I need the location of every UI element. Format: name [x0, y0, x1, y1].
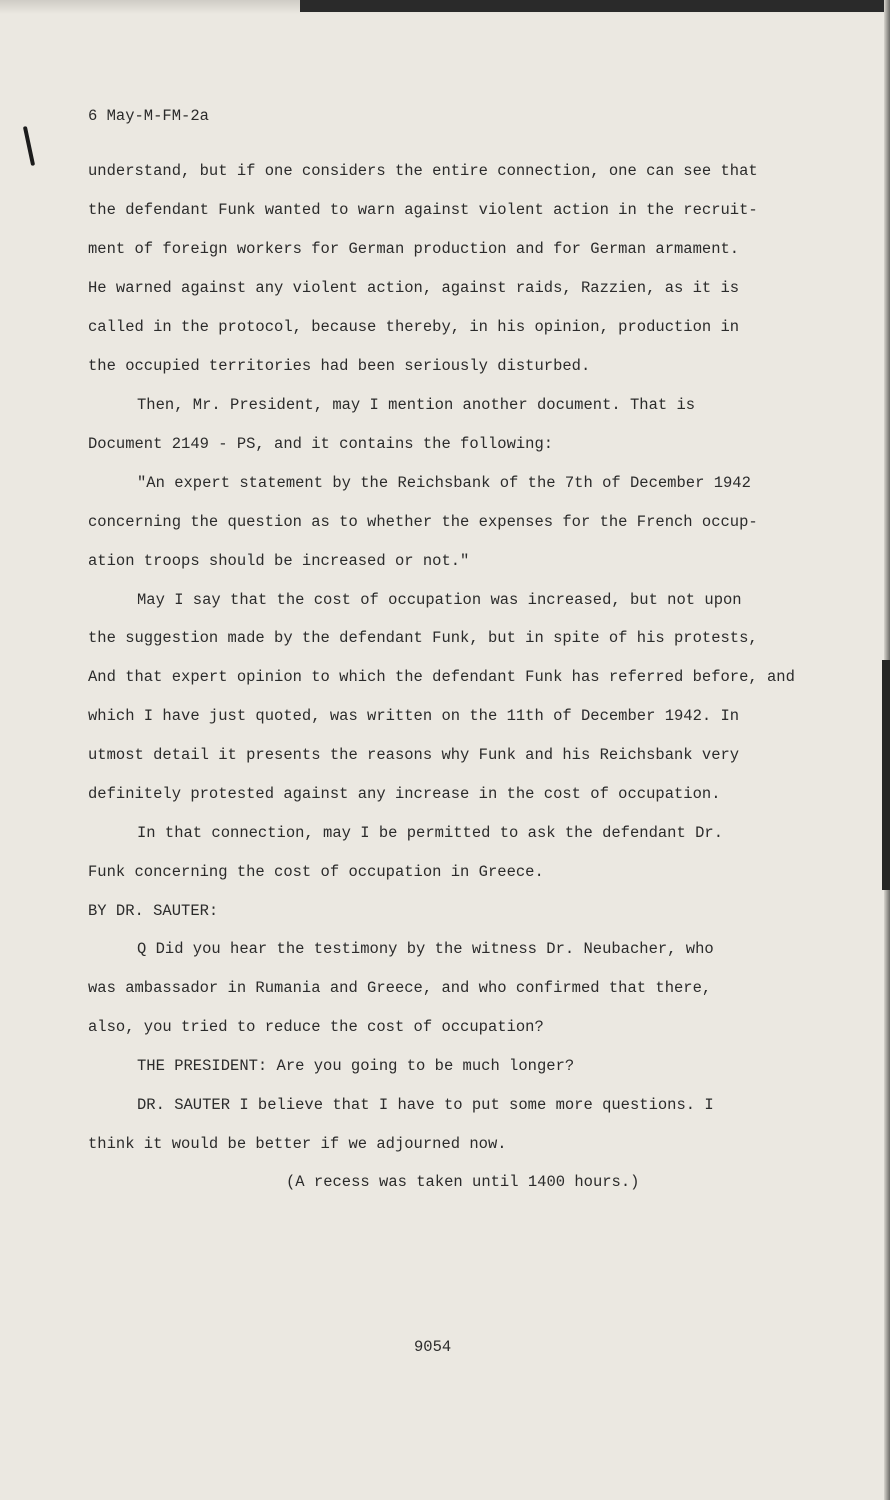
text-line: the suggestion made by the defendant Funk, but in spite of his protests,: [88, 629, 758, 647]
speaker-label: BY DR. SAUTER:: [88, 902, 219, 920]
text-line: May I say that the cost of occupation was increased, but not upon: [137, 591, 742, 609]
text-line: In that connection, may I be permitted to ask the defendant Dr.: [137, 824, 723, 842]
text-line: Document 2149 - PS, and it contains the following:: [88, 435, 554, 453]
page-number: 9054: [414, 1338, 452, 1356]
text-line: the occupied territories had been seriously disturbed.: [88, 357, 591, 375]
text-line: utmost detail it presents the reasons why Funk and his Reichsbank very: [88, 746, 740, 764]
binder-tab: [882, 660, 890, 890]
text-line: He warned against any violent action, against raids, Razzien, as it is: [88, 279, 740, 297]
quoted-line: "An expert statement by the Reichsbank of the 7th of December 1942: [137, 474, 751, 492]
text-line: the defendant Funk wanted to warn against violent action in the recruit-: [88, 201, 758, 219]
page-header: 6 May-M-FM-2a: [88, 107, 209, 125]
text-line: understand, but if one considers the entire connection, one can see that: [88, 162, 758, 180]
text-line: called in the protocol, because thereby, in his opinion, production in: [88, 318, 740, 336]
text-line: ment of foreign workers for German production and for German armament.: [88, 240, 740, 258]
speaker-line: DR. SAUTER I believe that I have to put some more questions. I: [137, 1096, 714, 1114]
text-line: Funk concerning the cost of occupation in Greece.: [88, 863, 544, 881]
question-line: Q Did you hear the testimony by the witness Dr. Neubacher, who: [137, 940, 714, 958]
recess-note: (A recess was taken until 1400 hours.): [286, 1173, 640, 1191]
quoted-line: ation troops should be increased or not.": [88, 552, 470, 570]
speaker-line: THE PRESIDENT: Are you going to be much longer?: [137, 1057, 575, 1075]
text-line: And that expert opinion to which the defendant Funk has referred before, and: [88, 668, 795, 686]
question-line: also, you tried to reduce the cost of occupation?: [88, 1018, 544, 1036]
scan-top-edge: [300, 0, 884, 12]
text-line: definitely protested against any increase in the cost of occupation.: [88, 785, 721, 803]
text-line: Then, Mr. President, may I mention another document. That is: [137, 396, 696, 414]
question-line: was ambassador in Rumania and Greece, and who confirmed that there,: [88, 979, 712, 997]
margin-mark: [23, 126, 35, 166]
quoted-line: concerning the question as to whether the expenses for the French occup-: [88, 513, 758, 531]
speaker-line: think it would be better if we adjourned now.: [88, 1135, 507, 1153]
text-line: which I have just quoted, was written on the 11th of December 1942. In: [88, 707, 740, 725]
